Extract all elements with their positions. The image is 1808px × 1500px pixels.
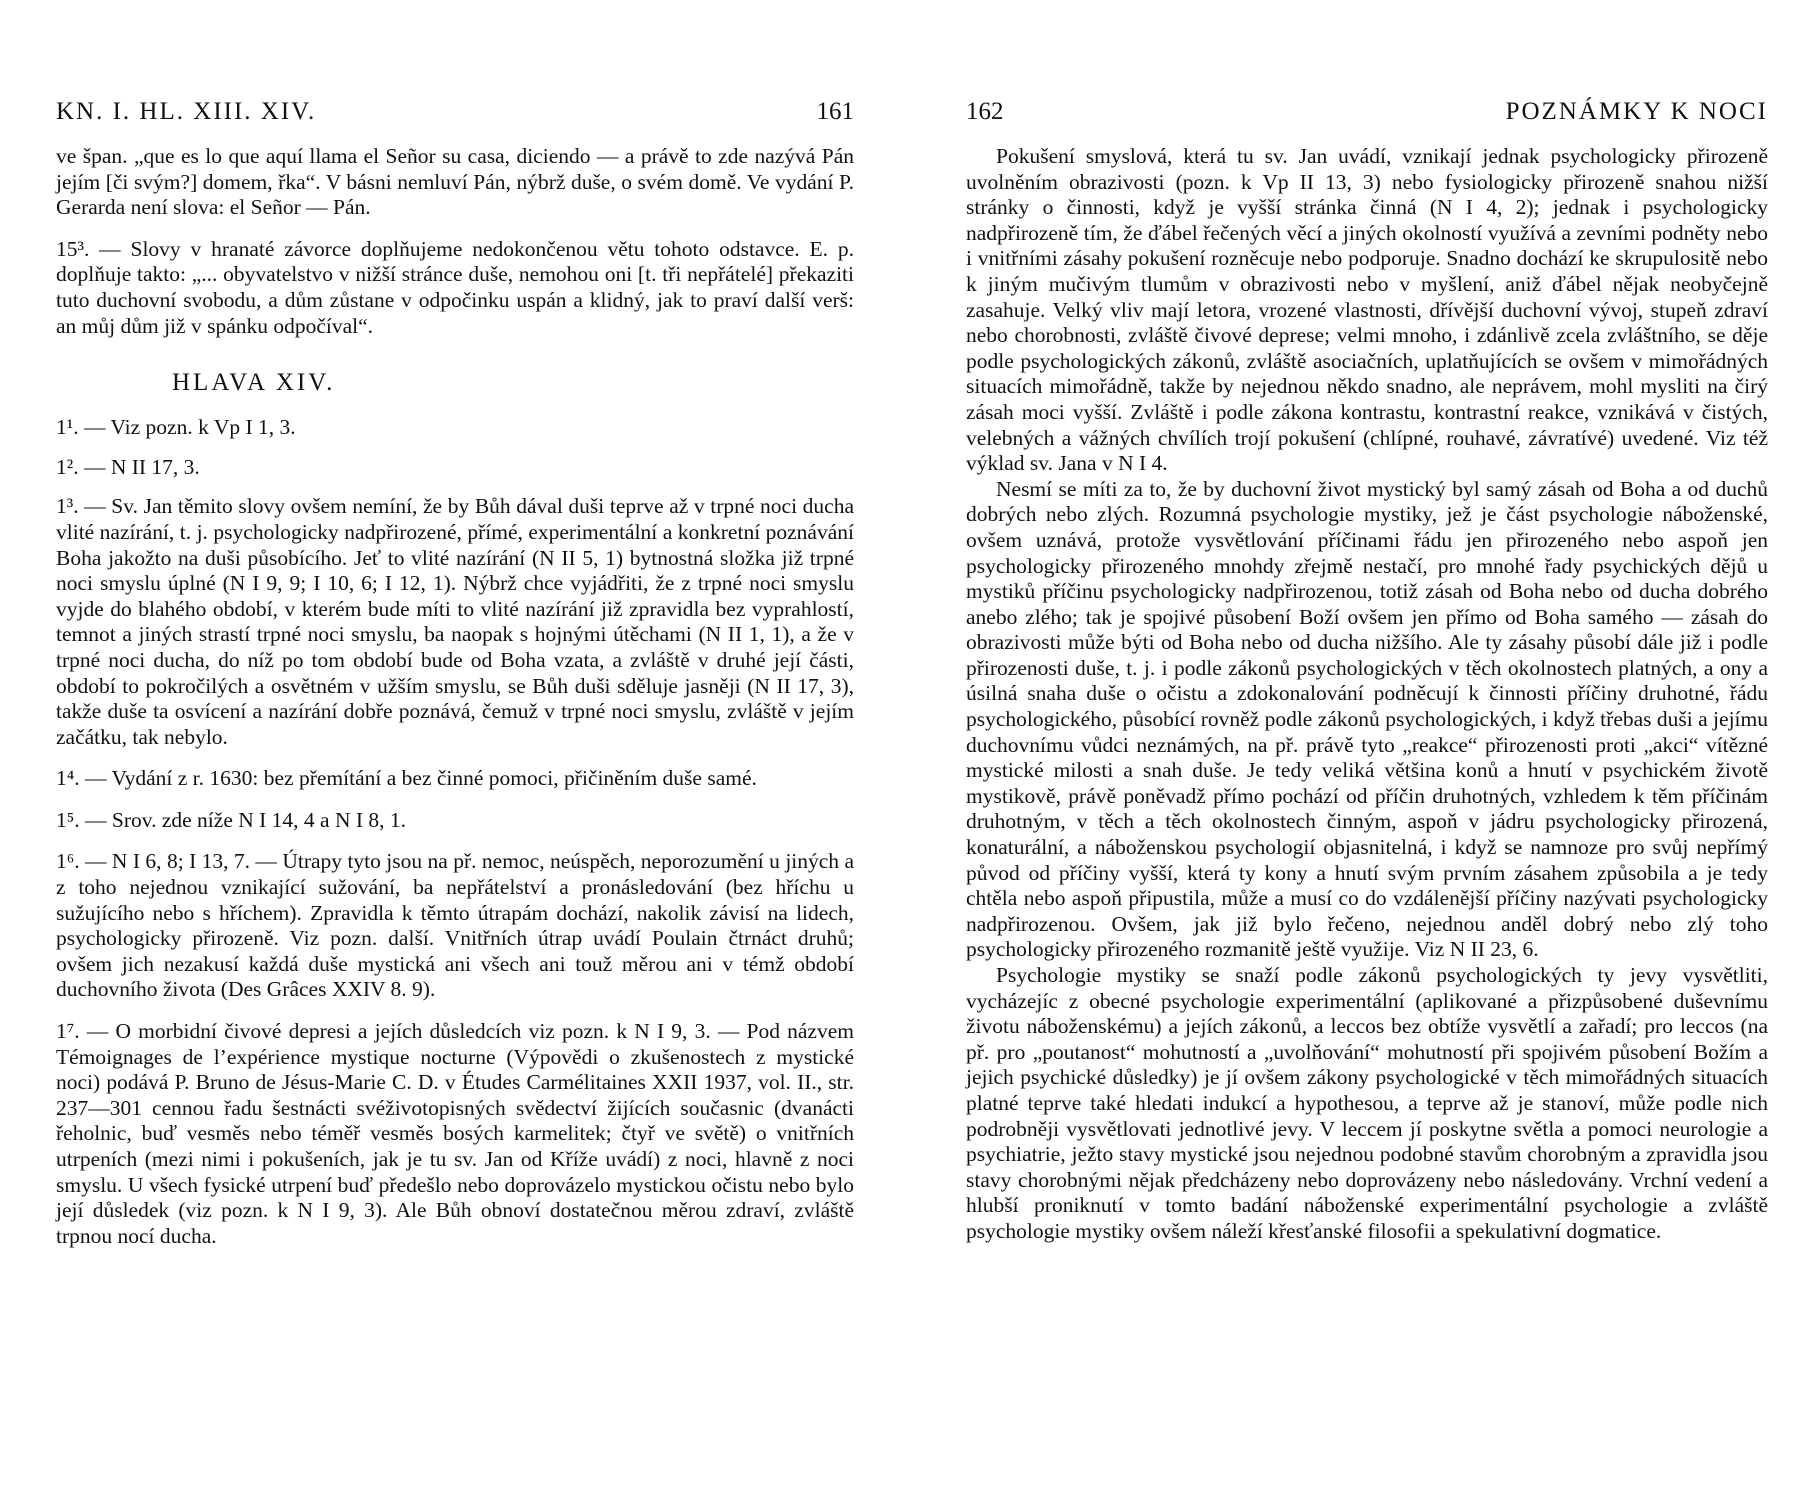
right-page (904, 0, 1808, 1500)
note-15-3: 15³. — Slovy v hranaté závorce doplňujeme nedokončenou větu tohoto odstavce. E. p. doplňuje takto: „... obyvatelstvo v nižší stránce duše, nemohou oni [t. tři nepřátelé] překaziti tuto duchovní svobodu, a dům zůstane v odpočinku uspán a klidný, jak to praví další verš: an můj dům již v spánku odpočíval“. (56, 236, 854, 338)
chapter-heading: HLAVA XIV. (172, 369, 336, 397)
paragraph-mystical-life: Nesmí se míti za to, že by duchovní život mystický byl samý zásah od Boha a od duchů dobrých nebo zlých. Rozumná psychologie mystiky, jež je část psychologie náboženské, ovšem uznává, protože vysvětlování příčinami řádu jen přirozeného nebo aspoň jen psychologicky přirozeného mnohdy zřejmě nestačí, pro mnohé řady psychických dějů u mystiků příčinu psychologicky nadpřirozenou, totiž zásah od Boha nebo od ducha dobrého anebo zlého; tak je spojivé působení Boží ovšem jen přímo od Boha samého — zásah do obrazivosti může býti od Boha nebo od ducha nižšího. Ale ty zásahy působí dále již i podle přirozenosti duše, t. j. i podle zákonů psychologických v těch okolnostech platných, a ony a úsilná snaha duše o očistu a zdokonalování podněcují k činnosti příčiny druhotné, řádu psychologického, působící rovněž podle zákonů psychologických, i když třebas duši a jejímu duchovnímu vůdci neznámých, na př. právě tyto „reakce“ přirozenosti proti „akci“ vítězné mystické milosti a snah duše. Je tedy veliká většina konů a hnutí v psychickém životě mystikově, právě poněvadž přímo pochází od příčin druhotných, vzhledem k těm příčinám druhotným, v těch a těch okolnostech činným, aspoň v jádru psychologicky přirozená, konaturální, a náboženskou psychologií objasnitelná, i když se namnoze pro svůj nepřímý původ od příčiny vyšší, která ty kony a hnutí svým prvním zásahem způsobila a je tedy chtěla nebo aspoň připustila, může a musí co do vzdálenější příčiny nazývati psychologicky nadpřirozenou. Ovšem, jak již bylo řečeno, nejednou anděl dobrý nebo zlý toho psychologicky přirozeného rozmanitě ještě využije. Viz N II 23, 6. (966, 476, 1768, 962)
paragraph-temptations: Pokušení smyslová, která tu sv. Jan uvádí, vznikají jednak psychologicky přirozeně uvolněním obrazivosti (pozn. k Vp II 13, 3) nebo fysiologicky přirozeně snahou nižší stránky o činnosti, když je vyšší stránka činná (N I 4, 2); jednak i psychologicky nadpřirozeně tím, že ďábel řečených věcí a jiných okolností využívá a zevními podněty nebo i vnitřními zásahy pokušení rozněcuje nebo podporuje. Snadno dochází ke skrupulositě nebo k jiným mučivým tlumům v obrazivosti nebo v myšlení, aniž ďábel nějak neobyčejně zasahuje. Velký vliv mají letora, vrozené vlastnosti, dřívější duchovní vývoj, stupeň zdraví nebo chorobnosti, zvláště čivové deprese; velmi mnoho, i zdánlivě zcela zvláštního, se děje podle psychologických zákonů, zvláště asociačních, uplatňujících se ovšem v mimořádných situacích mimořádně, takže by nejednou někdo snadno, ale neprávem, mohl mysliti na čirý zásah moci vyšší. Zvláště i podle zákona kontrastu, kontrastní reakce, vznikává v čistých, velebných a vážných chvílích trojí pokušení (chlípné, rouhavé, závratívé) uvedené. Viz též výklad sv. Jana v N I 4. (966, 144, 1768, 476)
right-page-number: 162 (966, 98, 1004, 125)
note-1-5: 1⁵. — Srov. zde níže N I 14, 4 a N I 8, 1. (56, 807, 407, 832)
right-header-title: POZNÁMKY K NOCI (1505, 98, 1768, 125)
note-1-1: 1¹. — Viz pozn. k Vp I 1, 3. (56, 415, 296, 440)
left-running-head (56, 98, 854, 126)
note-1-2: 1². — N II 17, 3. (56, 454, 200, 479)
right-running-head (966, 98, 1768, 126)
paragraph-psychology-of-mysticism: Psychologie mystiky se snaží podle zákonů psychologických ty jevy vysvětliti, vycházejíc z obecné psychologie experimentální (aplikované a přizpůsobené duševnímu životu náboženskému) a jejích zákonů, a leccos bez obtíže vysvětlí a zařadí; pro leccos (na př. pro „poutanost“ mohutností a „uvolňování“ mohutností při spojivém působení Božím a jejich psychické důsledky) je jí ovšem zákony psychologické v těch mimořádných situacích platné teprve také hledati indukcí a hypothesou, a teprve až je stanoví, může podle nich podrobněji vysvětlovati jednotlivé jevy. V leccem jí poskytne světla a pomoci neurologie a psychiatrie, ježto stavy mystické jsou nejednou podobné stavům chorobným a zpravidla jsou stavy chorobnými nějak předcházeny nebo doprovázeny nebo následovány. Vrchní vedení a hlubší proniknutí v tomto badání náboženské experimentální psychologie a zvláště psychologie mystiky ovšem náleží křesťanské filosofii a spekulativní dogmatice. (966, 963, 1768, 1243)
left-header-title: KN. I. HL. XIII. XIV. (56, 98, 317, 125)
note-continuation: ve špan. „que es lo que aquí llama el Señor su casa, diciendo — a právě to zde nazývá Pán jejím [či svým?] domem, řka“. V básni nemluví Pán, nýbrž duše, o svém domě. Ve vydání P. Gerarda není slova: el Señor — Pán. (56, 144, 854, 220)
left-page-number: 161 (816, 98, 854, 125)
note-1-6: 1⁶. — N I 6, 8; I 13, 7. — Útrapy tyto jsou na př. nemoc, neúspěch, neporozumění u jiných a z toho nejednou vznikající sužování, ba nepřátelství a pronásledování (bez hříchu u sužujícího nebo s hříchem). Zpravidla k těmto útrapám dochází, nakolik závisí na lidech, psychologicky přirozeně. Viz pozn. další. Vnitřních útrap uvádí Poulain čtrnáct druhů; ovšem jich nezakusí každá duše mystická ani všech ani touž měrou ani v témž období duchovního života (Des Grâces XXIV 8. 9). (56, 849, 854, 1002)
note-1-7: 1⁷. — O morbidní čivové depresi a jejích důsledcích viz pozn. k N I 9, 3. — Pod názvem Témoignages de l’expérience mystique nocturne (Výpovědi o zkušenostech z mystické noci) podává P. Bruno de Jésus-Marie C. D. v Études Carmélitaines XXII 1937, vol. II., str. 237—301 cennou řadu šestnácti svéživotopisných svědectví žijících současnic (dvanácti řeholnic, buď vesměs nebo téměř vesměs bosých karmelitek; čtyř ve světě) o vnitřních utrpeních (mezi nimi i pokušeních, jak je tu sv. Jan od Kříže uvádí) z noci, hlavně z noci smyslu. U všech fysické utrpení buď předešlo nebo doprovázelo mystickou očistu nebo bylo její důsledek (viz pozn. k N I 9, 3). Ale Bůh obnoví dostatečnou měrou zdraví, zvláště trpnou nocí ducha. (56, 1019, 854, 1248)
note-1-3: 1³. — Sv. Jan těmito slovy ovšem nemíní, že by Bůh dával duši teprve až v trpné noci ducha vlité nazírání, t. j. psychologicky nadpřirozené, přímé, experimentální a konkretní poznávání Boha jakožto na duši působícího. Jeť to vlité nazírání (N II 5, 1) bytnostná složka již trpné noci smyslu úplné (N I 9, 9; I 10, 6; I 12, 1). Nýbrž chce vyjádřiti, že z trpné noci smyslu vyjde do blahého období, v kterém bude míti to vlité nazírání již zpravidla bez vyprahlostí, temnot a jiných strastí trpné noci smyslu, ba naopak s hojnými útěchami (N II 1, 1), a že v trpné noci ducha, do níž po tom období bude od Boha vzata, a zvláště v druhé její části, období to pokročilých a osvětném v užším smyslu, se Bůh duši sděluje jasněji (N II 17, 3), takže duše ta osvícení a nazírání dobře poznává, čemuž v trpné noci smyslu, zvláště v jejím začátku, tak nebylo. (56, 494, 854, 749)
note-1-4: 1⁴. — Vydání z r. 1630: bez přemítání a bez činné pomoci, přičiněním duše samé. (56, 766, 757, 791)
